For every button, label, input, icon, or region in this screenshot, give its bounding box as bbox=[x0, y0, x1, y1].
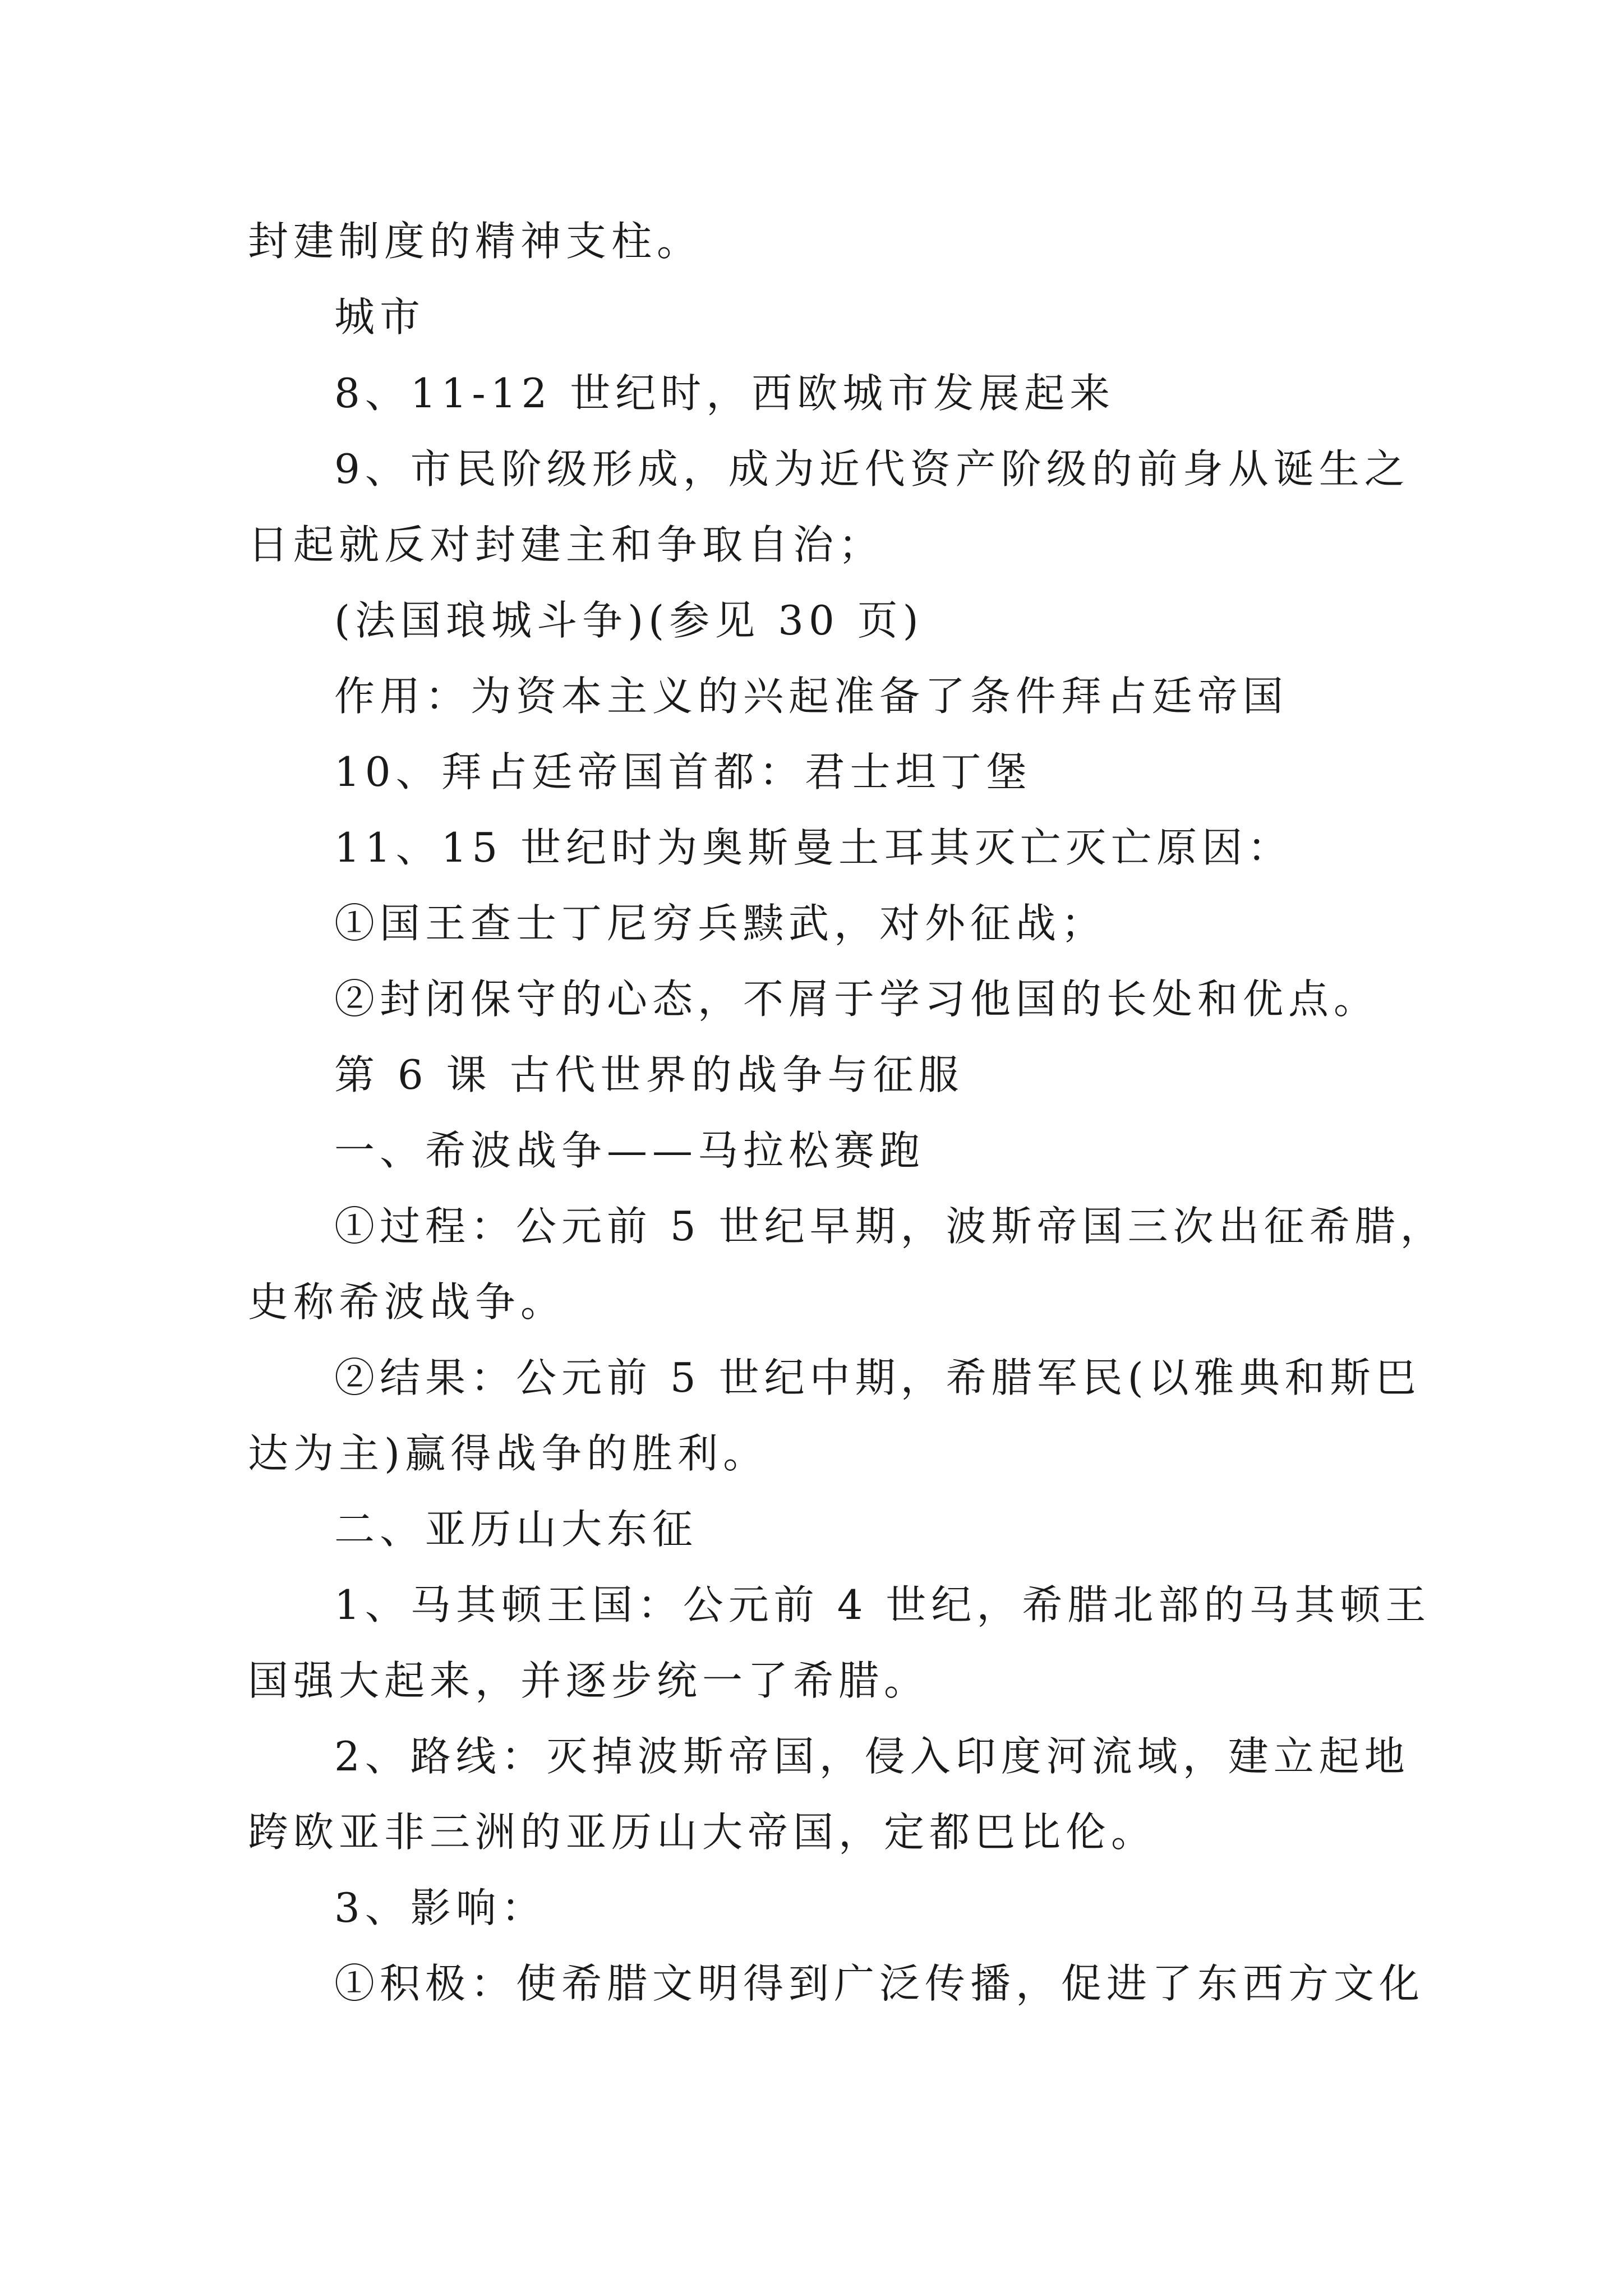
text-line: 9、市民阶级形成，成为近代资产阶级的前身从诞生之 bbox=[334, 445, 1410, 493]
text-line: 跨欧亚非三洲的亚历山大帝国，定都巴比伦。 bbox=[248, 1809, 1157, 1856]
text-line: 作用：为资本主义的兴起准备了条件拜占廷帝国 bbox=[334, 673, 1289, 720]
text-line: ①积极：使希腊文明得到广泛传播，促进了东西方文化 bbox=[334, 1960, 1425, 2007]
text-line: 1、马其顿王国：公元前 4 世纪，希腊北部的马其顿王 bbox=[334, 1581, 1431, 1628]
section-heading: 一、希波战争——马拉松赛跑 bbox=[334, 1127, 925, 1174]
text-line: (法国琅城斗争)(参见 30 页) bbox=[334, 597, 924, 644]
text-line: 史称希波战争。 bbox=[248, 1278, 566, 1326]
text-line: 2、路线：灭掉波斯帝国，侵入印度河流域，建立起地 bbox=[334, 1733, 1410, 1780]
text-line: 达为主)赢得战争的胜利。 bbox=[248, 1430, 769, 1477]
section-heading: 二、亚历山大东征 bbox=[334, 1506, 698, 1553]
text-line: 3、影响： bbox=[334, 1884, 547, 1931]
text-line: 封建制度的精神支柱。 bbox=[248, 218, 703, 265]
text-line: ②封闭保守的心态，不屑于学习他国的长处和优点。 bbox=[334, 976, 1380, 1023]
text-line: 10、拜占廷帝国首都：君士坦丁堡 bbox=[334, 748, 1032, 795]
lesson-heading: 第 6 课 古代世界的战争与征服 bbox=[334, 1051, 964, 1098]
text-line: ①国王查士丁尼穷兵黩武，对外征战； bbox=[334, 900, 1107, 947]
text-line: 11、15 世纪时为奥斯曼土耳其灭亡灭亡原因： bbox=[334, 824, 1293, 871]
text-line: 8、11-12 世纪时，西欧城市发展起来 bbox=[334, 370, 1115, 417]
section-heading: 城市 bbox=[334, 293, 426, 341]
text-line: ②结果：公元前 5 世纪中期，希腊军民(以雅典和斯巴 bbox=[334, 1354, 1421, 1401]
text-line: 日起就反对封建主和争取自治； bbox=[248, 521, 884, 568]
text-line: ①过程：公元前 5 世纪早期，波斯帝国三次出征希腊， bbox=[334, 1203, 1446, 1250]
text-line: 国强大起来，并逐步统一了希腊。 bbox=[248, 1657, 930, 1704]
